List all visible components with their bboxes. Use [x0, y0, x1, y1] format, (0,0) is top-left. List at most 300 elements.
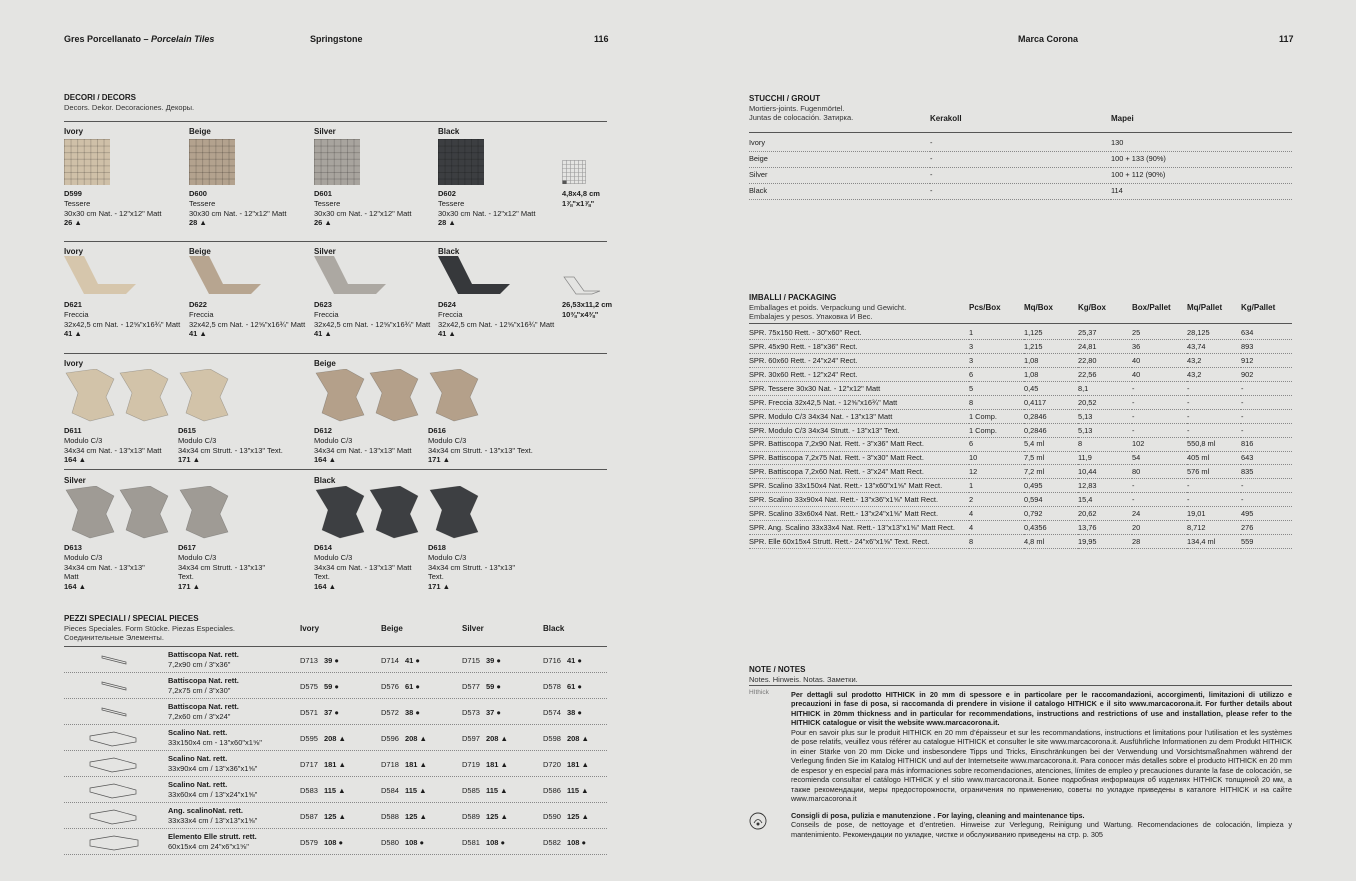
tile-size: 30x30 cm Nat. - 12"x12" Matt	[64, 208, 162, 218]
piece-qty: 61 ●	[404, 682, 420, 691]
special-piece-row	[64, 829, 607, 855]
piece-qty: 39 ●	[323, 656, 339, 665]
header-title: Gres Porcellanato – Porcelain Tiles	[64, 34, 215, 44]
piece-code: D573	[462, 708, 480, 717]
piece-code-cell	[462, 682, 501, 691]
tile-code: D600	[189, 189, 207, 198]
piece-title: Scalino Nat. rett.	[168, 754, 228, 763]
col-black: Black	[543, 624, 565, 633]
piece-code-cell	[543, 786, 589, 795]
divider	[749, 685, 1292, 686]
tile-info	[438, 189, 535, 228]
piece-code-cell	[381, 812, 427, 821]
packaging-col-header: Pcs/Box	[969, 303, 1001, 312]
piece-qty: 115 ▲	[485, 786, 508, 795]
packaging-col-header: Kg/Box	[1078, 303, 1106, 312]
packaging-cell: 25,37	[1078, 326, 1132, 340]
piece-code: D719	[462, 760, 480, 769]
packaging-cell: 43,2	[1187, 354, 1241, 368]
piece-code: D580	[381, 838, 399, 847]
packaging-cell: 8	[1078, 437, 1132, 451]
piece-code-cell	[462, 786, 508, 795]
tile-name: Freccia	[189, 309, 214, 319]
special-piece-row	[64, 673, 607, 699]
piece-qty: 115 ▲	[323, 786, 346, 795]
tile-code: D624	[438, 300, 456, 309]
tile-info	[64, 543, 145, 592]
piece-qty: 208 ▲	[323, 734, 346, 743]
packaging-cell: 10	[969, 451, 1024, 465]
packaging-cell: 576 ml	[1187, 465, 1241, 479]
piece-code: D720	[543, 760, 561, 769]
piece-size: 33x33x4 cm / 13"x13"x1⅝"	[168, 815, 258, 825]
packaging-cell: SPR. Battiscopa 7,2x90 Nat. Rett. - 3"x36" Matt Rect.	[749, 437, 969, 451]
packaging-cell: -	[1187, 423, 1241, 437]
piece-code-cell	[462, 734, 508, 743]
packaging-cell: -	[1132, 382, 1187, 396]
color-label: Beige	[189, 247, 211, 256]
packaging-cell: 36	[1132, 340, 1187, 354]
tile-name: Tessere	[438, 198, 465, 208]
tile-qty: 164 ▲	[64, 455, 87, 465]
packaging-cell: 20	[1132, 520, 1187, 534]
piece-code-cell	[462, 708, 501, 717]
decors-heading: DECORI / DECORS Decors. Dekor. Decoraciones. Декоры.	[64, 93, 195, 112]
packaging-cell: 11,9	[1078, 451, 1132, 465]
piece-code-cell	[543, 812, 589, 821]
modulo-swatch	[178, 486, 288, 540]
piece-qty: 108 ●	[404, 838, 425, 847]
color-label: Silver	[314, 247, 336, 256]
tile-info	[428, 543, 515, 592]
tile-finish: Text.	[428, 572, 444, 582]
piece-code-cell	[543, 682, 582, 691]
piece-qty: 61 ●	[566, 682, 582, 691]
packaging-cell: 8	[969, 534, 1024, 548]
freccia-swatch	[189, 256, 261, 296]
packaging-cell: -	[1132, 479, 1187, 493]
packaging-col-header: Mq/Box	[1024, 303, 1053, 312]
piece-code: D578	[543, 682, 561, 691]
piece-name	[168, 806, 257, 826]
packaging-cell: 893	[1241, 340, 1292, 354]
packaging-row	[749, 451, 1292, 465]
tile-name: Modulo C/3	[178, 552, 217, 562]
col-ivory: Ivory	[300, 624, 320, 633]
modulo-swatch	[314, 486, 424, 540]
packaging-cell: 1 Comp.	[969, 423, 1024, 437]
packaging-cell: 1,215	[1024, 340, 1078, 354]
tile-name: Freccia	[438, 309, 463, 319]
piece-code: D715	[462, 656, 480, 665]
packaging-cell: 22,80	[1078, 354, 1132, 368]
modulo-swatch	[428, 369, 538, 423]
piece-size: 60x15x4 cm 24"x6"x1⅝"	[168, 841, 249, 851]
tile-code: D602	[438, 189, 456, 198]
packaging-cell: -	[1187, 493, 1241, 507]
packaging-cell: 1,125	[1024, 326, 1078, 340]
piece-qty: 181 ▲	[404, 760, 427, 769]
packaging-cell: 0,4356	[1024, 520, 1078, 534]
piece-profile-icon	[84, 806, 144, 826]
packaging-cell: 0,792	[1024, 507, 1078, 521]
packaging-row	[749, 423, 1292, 437]
tile-qty: 41 ▲	[314, 329, 332, 339]
packaging-row	[749, 534, 1292, 548]
col-silver: Silver	[462, 624, 484, 633]
tile-size: 34x34 cm Nat. - 13"x13" Matt	[314, 445, 412, 455]
piece-code: D572	[381, 708, 399, 717]
grout-cell: Black	[749, 183, 930, 199]
tile-qty: 28 ▲	[189, 218, 207, 228]
tile-name: Modulo C/3	[428, 435, 467, 445]
packaging-table	[749, 326, 1292, 549]
piece-code: D581	[462, 838, 480, 847]
piece-code: D598	[543, 734, 561, 743]
grout-cell: Silver	[749, 167, 930, 183]
packaging-row	[749, 493, 1292, 507]
tile-info	[189, 300, 305, 339]
packaging-cell: -	[1132, 423, 1187, 437]
packaging-cell: -	[1241, 493, 1292, 507]
tile-info	[314, 426, 411, 465]
piece-code-cell	[543, 734, 589, 743]
piece-size: 7,2x90 cm / 3"x36"	[168, 659, 231, 669]
tile-qty: 171 ▲	[178, 455, 201, 465]
piece-code: D718	[381, 760, 399, 769]
modulo-swatch	[428, 486, 538, 540]
packaging-cell: 1	[969, 479, 1024, 493]
piece-qty: 125 ▲	[323, 812, 346, 821]
tile-info	[178, 543, 265, 592]
tile-code: D612	[314, 426, 332, 435]
piece-qty: 115 ▲	[566, 786, 589, 795]
tile-qty: 28 ▲	[438, 218, 456, 228]
tile-qty: 26 ▲	[64, 218, 82, 228]
piece-size: 33x90x4 cm / 13"x36"x1⅝"	[168, 763, 258, 773]
page-number-right: 117	[1279, 34, 1294, 44]
tile-name: Modulo C/3	[178, 435, 217, 445]
packaging-cell: SPR. Scalino 33x60x4 Nat. Rett.- 13"x24"x1⅝" Matt Rect.	[749, 507, 969, 521]
hithick-note: Per dettagli sul prodotto HITHICK in 20 mm di spessore e in particolare per le raccomandazioni, accorgimenti, limitazioni di utilizzo e precauzioni in fase di posa, si raccomanda di prendere in visione il catalogo HITHICK e il sito www.marcacorona.it. For further details about HITHICK in 20mm thickness and in particular for recommendations, instructions and restrictions of use and installation, please refer to the HITHICK catalogue or visit the website www.marcacorona.it. Pour en savoir plus sur le produit HITHICK en 20 mm d’épaisseur et sur les recommandations, instructions et limitations pour l’utilisation et les systèmes de pose relatifs, veuillez vous référer au catalogue HITHICK et consulter le site www.marcacorona.it. Ausführliche Informationen zu dem Produkt HITHICK in einer Stärke von 20 mm Dicke und insbesondere Tipps und Tricks, Einschränkungen bei der Verwendung und Vorsichtsmaßnahmen während der Verlegung finden Sie im Katalog HITHICK und auf der Internetseite www.marcacorona.it. Para conocer más detalles sobre el producto HITHICK en 20 mm de espesor y en especial para más informaciones sobre recomendaciones, atenciones, límites de empleo y precauciones durante la fase de colocación, se recomienda consultar el catálogo HITHICK y el sitio www.marcacorona.it. Более подробная информация об изделиях HITHICK толщиной 20 мм, а также рекомендации, меры предосторожности, ограничения по применению, советы по укладке приведены в каталоге HITHICK и на сайте www.marcacorona.it	[791, 690, 1292, 804]
packaging-cell: 0,45	[1024, 382, 1078, 396]
piece-title: Scalino Nat. rett.	[168, 728, 228, 737]
tile-qty: 171 ▲	[178, 582, 201, 591]
packaging-cell: 8,712	[1187, 520, 1241, 534]
tile-qty: 26 ▲	[314, 218, 332, 228]
tile-code: D599	[64, 189, 82, 198]
piece-code-cell	[543, 656, 582, 665]
piece-qty: 41 ●	[404, 656, 420, 665]
packaging-cell: 643	[1241, 451, 1292, 465]
piece-code-cell	[300, 656, 339, 665]
piece-title: Scalino Nat. rett.	[168, 780, 228, 789]
grout-cell: 114	[1111, 183, 1292, 199]
piece-title: Battiscopa Nat. rett.	[168, 676, 239, 685]
tile-code: D623	[314, 300, 332, 309]
packaging-cell: 40	[1132, 368, 1187, 382]
packaging-cell: 28,125	[1187, 326, 1241, 340]
divider	[64, 241, 607, 242]
tile-code: D613	[64, 543, 82, 552]
grout-row	[749, 151, 1292, 167]
tile-name: Modulo C/3	[314, 552, 353, 562]
packaging-cell: 8	[969, 395, 1024, 409]
grout-row	[749, 167, 1292, 183]
packaging-cell: -	[1241, 382, 1292, 396]
special-piece-row	[64, 725, 607, 751]
packaging-cell: SPR. Modulo C/3 34x34 Nat. - 13"x13" Matt	[749, 409, 969, 423]
packaging-cell: -	[1132, 395, 1187, 409]
piece-code: D571	[300, 708, 318, 717]
grout-cell: -	[930, 167, 1111, 183]
piece-code: D587	[300, 812, 318, 821]
arrow-shape-icon	[562, 275, 602, 298]
packaging-cell: -	[1241, 395, 1292, 409]
packaging-cell: 43,2	[1187, 368, 1241, 382]
tile-qty: 171 ▲	[428, 455, 451, 465]
packaging-cell: SPR. 60x60 Rett. - 24"x24" Rect.	[749, 354, 969, 368]
tile-size: 32x42,5 cm Nat. - 12⅝"x16¾" Matt	[314, 319, 431, 329]
piece-code: D597	[462, 734, 480, 743]
packaging-cell: 24,81	[1078, 340, 1132, 354]
packaging-cell: 0,4117	[1024, 395, 1078, 409]
piece-qty: 41 ●	[566, 656, 582, 665]
packaging-cell: SPR. Scalino 33x90x4 Nat. Rett.- 13"x36"x1⅝" Matt Rect.	[749, 493, 969, 507]
tile-swatch	[314, 139, 360, 185]
packaging-cell: SPR. 75x150 Rett. - 30"x60" Rect.	[749, 326, 969, 340]
piece-code-cell	[381, 760, 427, 769]
packaging-cell: -	[1187, 479, 1241, 493]
packaging-cell: -	[1187, 382, 1241, 396]
packaging-cell: -	[1241, 423, 1292, 437]
piece-size: 33x150x4 cm - 13"x60"x1⅝"	[168, 737, 262, 747]
piece-qty: 208 ▲	[566, 734, 589, 743]
divider	[749, 323, 1292, 324]
freccia-dimension: 26,53x11,2 cm 10⅜"x4⅜"	[562, 300, 613, 319]
tile-code: D618	[428, 543, 446, 552]
tile-size: 32x42,5 cm Nat. - 12⅝"x16¾" Matt	[189, 319, 306, 329]
piece-code-cell	[381, 786, 427, 795]
tile-qty: 41 ▲	[189, 329, 207, 339]
packaging-col-header: Box/Pallet	[1132, 303, 1171, 312]
packaging-row	[749, 507, 1292, 521]
piece-title: Battiscopa Nat. rett.	[168, 650, 239, 659]
piece-name	[168, 650, 239, 670]
packaging-cell: 28	[1132, 534, 1187, 548]
packaging-row	[749, 409, 1292, 423]
piece-qty: 59 ●	[485, 682, 501, 691]
piece-code-cell	[300, 838, 343, 847]
packaging-cell: 550,8 ml	[1187, 437, 1241, 451]
packaging-cell: SPR. Freccia 32x42,5 Nat. - 12⅝"x16¾" Matt	[749, 395, 969, 409]
packaging-cell: 40	[1132, 354, 1187, 368]
care-note: Consigli di posa, pulizia e manutenzione . For laying, cleaning and maintenance tips. Conseils de pose, de nettoyage et d’entretien. Hinweise zur Verlegung, Reinigung und Wartung. Recomendaciones de colocación, limpieza y mantenimiento. Рекомендации по укладке, чистке и обслуживанию приведены на стр. р. 305	[791, 811, 1292, 839]
piece-qty: 115 ▲	[404, 786, 427, 795]
tile-finish: Text.	[178, 572, 194, 582]
piece-code: D714	[381, 656, 399, 665]
packaging-cell: 5,4 ml	[1024, 437, 1078, 451]
tile-size: 30x30 cm Nat. - 12"x12" Matt	[314, 208, 412, 218]
packaging-cell: 5,13	[1078, 409, 1132, 423]
packaging-cell: 0,495	[1024, 479, 1078, 493]
tile-name: Freccia	[64, 309, 89, 319]
packaging-cell: 912	[1241, 354, 1292, 368]
piece-qty: 181 ▲	[566, 760, 589, 769]
care-icon	[749, 812, 767, 833]
packaging-cell: 7,2 ml	[1024, 465, 1078, 479]
piece-qty: 125 ▲	[485, 812, 508, 821]
tile-swatch	[64, 139, 110, 185]
packaging-cell: 816	[1241, 437, 1292, 451]
packaging-cell: 6	[969, 437, 1024, 451]
piece-code-cell	[300, 760, 346, 769]
packaging-cell: 559	[1241, 534, 1292, 548]
piece-profile-icon	[84, 676, 144, 696]
packaging-cell: 12,83	[1078, 479, 1132, 493]
tile-size: 30x30 cm Nat. - 12"x12" Matt	[189, 208, 287, 218]
packaging-cell: SPR. Modulo C/3 34x34 Strutt. - 13"x13" Text.	[749, 423, 969, 437]
piece-qty: 181 ▲	[485, 760, 508, 769]
packaging-cell: 634	[1241, 326, 1292, 340]
color-label: Ivory	[64, 247, 84, 256]
brand-name: Marca Corona	[1018, 34, 1079, 44]
packaging-cell: 54	[1132, 451, 1187, 465]
color-label: Ivory	[64, 127, 84, 136]
packaging-cell: 1 Comp.	[969, 409, 1024, 423]
piece-code: D576	[381, 682, 399, 691]
color-label: Silver	[314, 127, 336, 136]
packaging-row	[749, 368, 1292, 382]
piece-code: D575	[300, 682, 318, 691]
piece-code: D716	[543, 656, 561, 665]
piece-qty: 37 ●	[485, 708, 501, 717]
piece-code-cell	[462, 760, 508, 769]
piece-code-cell	[543, 708, 582, 717]
packaging-cell: -	[1241, 409, 1292, 423]
tile-qty: 41 ▲	[64, 329, 82, 339]
grout-heading: STUCCHI / GROUT Mortiers-joints. Fugenmörtel. Juntas de colocación. Затирка.	[749, 94, 854, 123]
packaging-cell: 835	[1241, 465, 1292, 479]
piece-code-cell	[381, 838, 424, 847]
special-piece-row	[64, 699, 607, 725]
piece-code-cell	[543, 760, 589, 769]
piece-code: D582	[543, 838, 561, 847]
packaging-row	[749, 395, 1292, 409]
packaging-cell: 13,76	[1078, 520, 1132, 534]
grout-cell: -	[930, 183, 1111, 199]
tile-size: 34x34 cm Nat. - 13"x13" Matt	[64, 445, 162, 455]
grout-cell: 100 + 133 (90%)	[1111, 151, 1292, 167]
piece-qty: 38 ●	[404, 708, 420, 717]
special-pieces-heading: PEZZI SPECIALI / SPECIAL PIECES Pieces Speciales. Form Stücke. Piezas Especiales. Соединительные Элементы.	[64, 614, 235, 643]
packaging-cell: 20,62	[1078, 507, 1132, 521]
divider	[749, 132, 1292, 133]
grout-cell: -	[930, 151, 1111, 167]
tile-name: Tessere	[314, 198, 341, 208]
packaging-cell: 1,08	[1024, 354, 1078, 368]
tile-size: 32x42,5 cm Nat. - 12⅝"x16¾" Matt	[64, 319, 181, 329]
piece-qty: 39 ●	[485, 656, 501, 665]
special-piece-row	[64, 647, 607, 673]
tile-swatch	[438, 139, 484, 185]
piece-code: D579	[300, 838, 318, 847]
piece-name	[168, 702, 239, 722]
piece-name	[168, 832, 257, 852]
piece-name	[168, 754, 257, 774]
tile-code: D601	[314, 189, 332, 198]
group-label: Ivory	[64, 359, 84, 368]
piece-code: D589	[462, 812, 480, 821]
grout-cell: Ivory	[749, 135, 930, 151]
packaging-cell: 0,594	[1024, 493, 1078, 507]
packaging-cell: 25	[1132, 326, 1187, 340]
packaging-row	[749, 437, 1292, 451]
tile-qty: 164 ▲	[64, 582, 87, 591]
tile-code: D621	[64, 300, 82, 309]
piece-qty: 59 ●	[323, 682, 339, 691]
piece-size: 7,2x60 cm / 3"x24"	[168, 711, 231, 721]
packaging-cell: 405 ml	[1187, 451, 1241, 465]
tile-code: D615	[178, 426, 196, 435]
piece-qty: 38 ●	[566, 708, 582, 717]
packaging-cell: 0,2846	[1024, 423, 1078, 437]
divider	[64, 353, 607, 354]
piece-code: D584	[381, 786, 399, 795]
packaging-cell: -	[1187, 409, 1241, 423]
piece-code-cell	[300, 682, 339, 691]
modulo-swatch	[64, 369, 174, 423]
tile-swatch	[189, 139, 235, 185]
tile-size: 32x42,5 cm Nat. - 12⅝"x16¾" Matt	[438, 319, 555, 329]
packaging-cell: SPR. Battiscopa 7,2x60 Nat. Rett. - 3"x24" Matt Rect.	[749, 465, 969, 479]
tile-name: Tessere	[64, 198, 91, 208]
piece-code: D588	[381, 812, 399, 821]
piece-qty: 108 ●	[566, 838, 587, 847]
piece-size: 7,2x75 cm / 3"x30"	[168, 685, 231, 695]
packaging-cell: 20,52	[1078, 395, 1132, 409]
piece-code-cell	[381, 708, 420, 717]
color-label: Black	[438, 247, 460, 256]
packaging-cell: 3	[969, 340, 1024, 354]
packaging-row	[749, 354, 1292, 368]
piece-code: D586	[543, 786, 561, 795]
packaging-cell: SPR. 30x60 Rett. - 12"x24" Rect.	[749, 368, 969, 382]
grout-col-mapei: Mapei	[1111, 114, 1134, 123]
piece-code: D590	[543, 812, 561, 821]
packaging-cell: 1,08	[1024, 368, 1078, 382]
divider	[64, 469, 607, 470]
piece-code: D713	[300, 656, 318, 665]
packaging-cell: SPR. 45x90 Rett. - 18"x36" Rect.	[749, 340, 969, 354]
piece-profile-icon	[84, 728, 144, 748]
tile-size: 34x34 cm Strutt. - 13"x13" Text.	[178, 445, 283, 455]
packaging-row	[749, 340, 1292, 354]
color-label: Black	[438, 127, 460, 136]
grout-cell: -	[930, 135, 1111, 151]
packaging-cell: -	[1187, 395, 1241, 409]
tile-code: D622	[189, 300, 207, 309]
modulo-swatch	[64, 486, 174, 540]
piece-size: 33x60x4 cm / 13"x24"x1⅝"	[168, 789, 258, 799]
freccia-swatch	[314, 256, 386, 296]
tile-qty: 41 ▲	[438, 329, 456, 339]
special-piece-row	[64, 803, 607, 829]
tile-info	[189, 189, 286, 228]
tile-qty: 164 ▲	[314, 582, 337, 591]
tile-finish: Text.	[314, 572, 330, 582]
packaging-cell: 0,2846	[1024, 409, 1078, 423]
